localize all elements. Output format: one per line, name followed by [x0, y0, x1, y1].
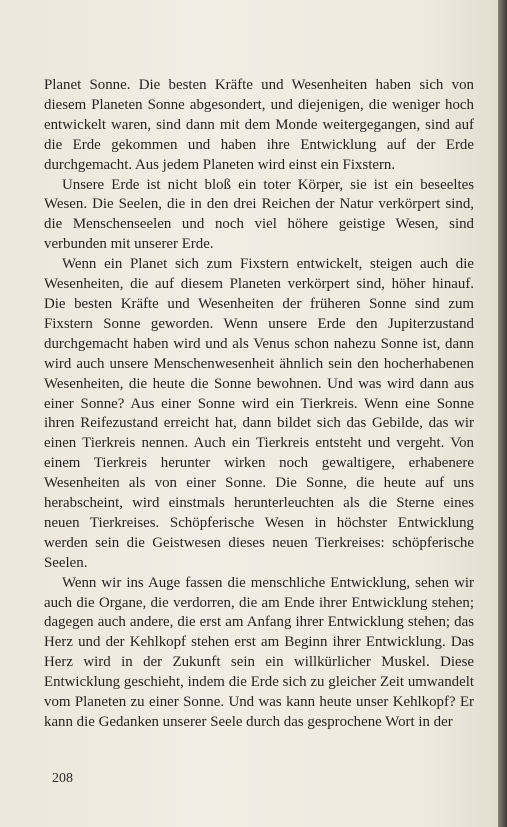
paragraph-1: Planet Sonne. Die besten Kräfte und Wesenheiten haben sich von diesem Planeten Sonne abgesondert, und diejenigen, die weniger hoch entwickelt waren, sind dann mit dem Monde weitergegangen, sind auf die Erde gekommen und haben ihre Entwicklung auf der Erde durchgemacht. Aus jedem Planeten wird einst ein Fixstern. — [44, 77, 474, 173]
paragraph-4: Wenn wir ins Auge fassen die menschliche Entwicklung, sehen wir auch die Organe, die verdorren, die am Ende ihrer Entwicklung stehen; dagegen auch andere, die erst am Anfang ihrer Entwicklung stehen; das Herz und der Kehlkopf stehen erst am Beginn ihrer Entwicklung. Das Herz wird in der Zukunft sein ein willkürlicher Muskel. Diese Entwicklung geschieht, indem die Erde sich zu gleicher Zeit umwandelt vom Planeten zu einer Sonne. Und was kann heute unser Kehlkopf? Er kann die Gedanken unserer Seele durch das gesprochene Wort in der — [44, 574, 474, 730]
page-number: 208 — [52, 771, 73, 786]
paragraph-3: Wenn ein Planet sich zum Fixstern entwickelt, steigen auch die Wesenheiten, die auf diesem Planeten verkörpert sind, höher hinauf. Die besten Kräfte und Wesenheiten der früheren Sonne sind zum Fixstern Sonne geworden. Wenn unsere Erde den Jupiterzustand durchgemacht haben wird und als Venus schon nahezu Sonne ist, dann wird auch unsere Menschenwesenheit ähnlich sein den hocherhabenen Wesenheiten, die heute die Sonne bewohnen. Und was wird dann aus einer Sonne? Aus einer Sonne wird ein Tierkreis. Wenn eine Sonne ihren Reifezustand erreicht hat, dann bildet sich das Gebilde, das wir einen Tierkreis nennen. Auch ein Tierkreis entsteht und vergeht. Von einem Tierkreis herunter wirken noch gewaltigere, erhabenere Wesenheiten als von einer Sonne. Die Sonne, die heute auf uns herabscheint, wird einstmals herunterleuchten als die Sterne eines neuen Tierkreises. Schöpferische Wesen in höchster Entwicklung werden sein die Geistwesen dieses neuen Tierkreises: schöpferische Seelen. — [44, 256, 474, 571]
page-edge-shadow — [498, 0, 507, 827]
body-text — [44, 76, 474, 733]
paragraph-2: Unsere Erde ist nicht bloß ein toter Körper, sie ist ein beseeltes Wesen. Die Seelen, die in den drei Reichen der Natur verkörpert sind, die Menschenseelen und noch viel höhere geistige Wesen, sind verbunden mit unserer Erde. — [44, 176, 474, 253]
